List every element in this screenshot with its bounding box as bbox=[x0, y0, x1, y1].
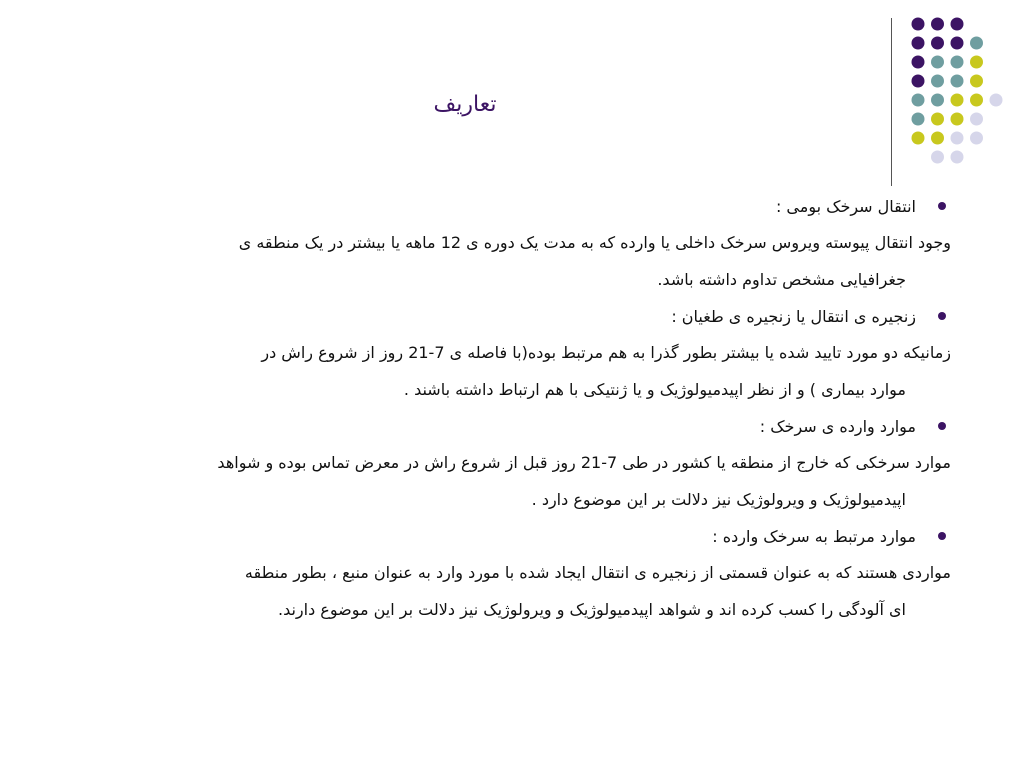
paragraph-line: موارد بیماری ) و از نظر اپیدمیولوژیک و یا ژنتیکی با هم ارتباط داشته باشند . bbox=[403, 380, 906, 399]
decorative-dot-grid bbox=[900, 10, 1010, 170]
decorative-dot bbox=[912, 75, 925, 88]
slide-body bbox=[96, 188, 951, 628]
bullet-dot-icon bbox=[938, 422, 946, 430]
decorative-dot bbox=[951, 132, 964, 145]
heading-text: زنجیره ی انتقال یا زنجیره ی طغیان : bbox=[671, 306, 916, 326]
decorative-dot bbox=[951, 151, 964, 164]
decorative-dot bbox=[970, 56, 983, 69]
bullet-heading bbox=[96, 408, 951, 444]
heading-text: انتقال سرخک بومی : bbox=[775, 196, 916, 216]
slide-title: تعاریف bbox=[433, 92, 497, 117]
decorative-dot bbox=[912, 94, 925, 107]
paragraph-line: مواردی هستند که به عنوان قسمتی از زنجیره ی انتقال ایجاد شده با مورد وارد به عنوان منبع ، بطور منطقه bbox=[244, 563, 951, 582]
paragraph bbox=[96, 444, 951, 518]
paragraph-line: اپیدمیولوژیک و ویرولوژیک نیز دلالت بر این موضوع دارد . bbox=[531, 490, 906, 509]
bullet-heading bbox=[96, 298, 951, 334]
paragraph-line: زمانیکه دو مورد تایید شده یا بیشتر بطور گذرا به هم مرتبط بوده(با فاصله ی 7-21 روز از شروع راش در bbox=[261, 343, 951, 362]
decorative-dot bbox=[970, 132, 983, 145]
paragraph-line: موارد سرخکی که خارج از منطقه یا کشور در طی 7-21 روز قبل از شروع راش در معرض تماس بوده و شواهد bbox=[217, 453, 951, 472]
divider-line bbox=[891, 18, 892, 186]
decorative-dot bbox=[931, 56, 944, 69]
decorative-dot bbox=[912, 37, 925, 50]
decorative-dot bbox=[931, 151, 944, 164]
decorative-dot bbox=[990, 94, 1003, 107]
paragraph-line: جغرافیایی مشخص تداوم داشته باشد. bbox=[657, 270, 906, 289]
paragraph bbox=[96, 334, 951, 408]
decorative-dot bbox=[931, 18, 944, 31]
decorative-dot bbox=[951, 18, 964, 31]
decorative-dot bbox=[970, 75, 983, 88]
decorative-dot bbox=[951, 56, 964, 69]
decorative-dot bbox=[912, 56, 925, 69]
bullet-heading bbox=[96, 188, 951, 224]
decorative-dot bbox=[931, 113, 944, 126]
decorative-dot bbox=[951, 113, 964, 126]
paragraph bbox=[96, 224, 951, 298]
decorative-dot bbox=[970, 37, 983, 50]
bullet-dot-icon bbox=[938, 202, 946, 210]
decorative-dot bbox=[912, 113, 925, 126]
decorative-dot bbox=[951, 94, 964, 107]
decorative-dot bbox=[951, 37, 964, 50]
decorative-dot bbox=[931, 75, 944, 88]
decorative-dot bbox=[931, 132, 944, 145]
decorative-dot bbox=[970, 113, 983, 126]
decorative-dot bbox=[951, 75, 964, 88]
heading-text: موارد مرتبط به سرخک وارده : bbox=[712, 526, 916, 546]
decorative-dot bbox=[912, 132, 925, 145]
bullet-dot-icon bbox=[938, 312, 946, 320]
decorative-dot bbox=[931, 37, 944, 50]
heading-text: موارد وارده ی سرخک : bbox=[759, 416, 916, 436]
bullet-dot-icon bbox=[938, 532, 946, 540]
paragraph-line: وجود انتقال پیوسته ویروس سرخک داخلی یا وارده که به مدت یک دوره ی 12 ماهه یا بیشتر در یک منطقه ی bbox=[238, 233, 951, 252]
paragraph-line: ای آلودگی را کسب کرده اند و شواهد اپیدمیولوژیک و ویرولوژیک نیز دلالت بر این موضوع دارند. bbox=[277, 600, 906, 619]
bullet-heading bbox=[96, 518, 951, 554]
decorative-dot bbox=[912, 18, 925, 31]
paragraph bbox=[96, 554, 951, 628]
decorative-dot bbox=[931, 94, 944, 107]
decorative-dot bbox=[970, 94, 983, 107]
